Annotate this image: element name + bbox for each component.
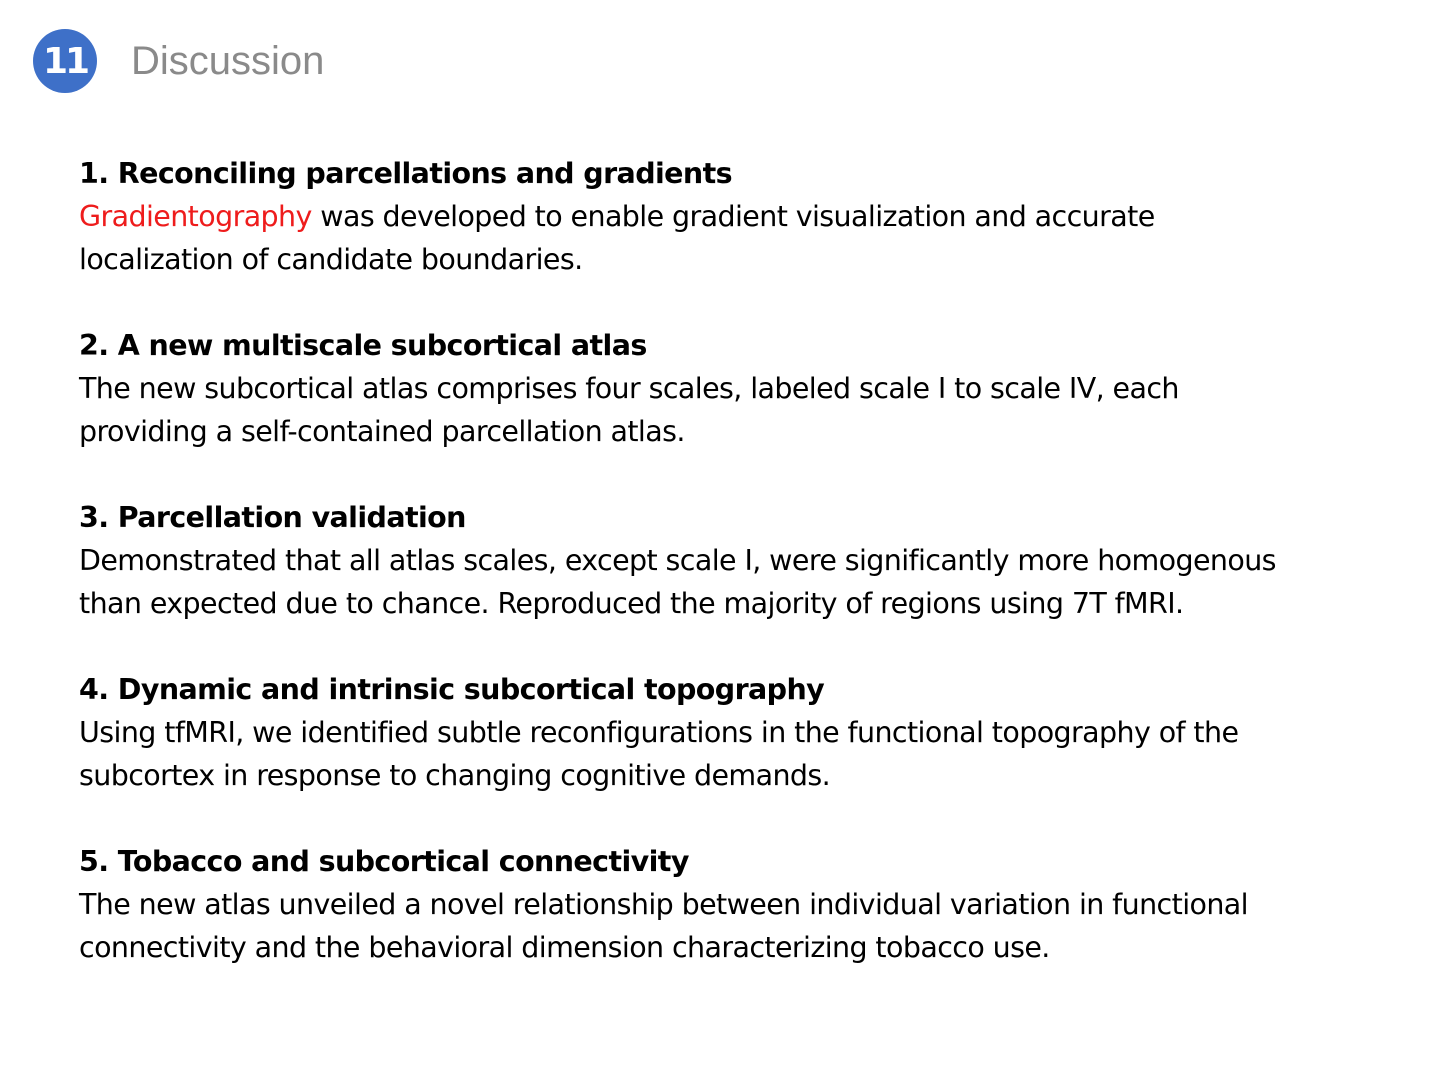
- section-tobacco-connectivity: [79, 840, 1399, 969]
- section-multiscale-atlas: [79, 324, 1399, 453]
- body-text: was developed to enable gradient visualization and accurate: [311, 200, 1155, 233]
- section-heading: 1. Reconciling parcellations and gradients: [79, 157, 732, 190]
- body-line: Demonstrated that all atlas scales, except scale I, were significantly more homogenous: [79, 544, 1276, 577]
- section-body: [79, 195, 1399, 281]
- body-line: Using tfMRI, we identified subtle reconfigurations in the functional topography of the: [79, 716, 1239, 749]
- body-line: providing a self-contained parcellation atlas.: [79, 415, 685, 448]
- slide-title: Discussion: [131, 39, 325, 83]
- section-heading: 5. Tobacco and subcortical connectivity: [79, 845, 689, 878]
- slide-header: [33, 29, 324, 93]
- body-line: [79, 195, 1399, 238]
- section-parcellation-validation: [79, 496, 1399, 625]
- section-body: [79, 539, 1399, 625]
- body-line: subcortex in response to changing cognitive demands.: [79, 759, 831, 792]
- body-line: than expected due to chance. Reproduced the majority of regions using 7T fMRI.: [79, 587, 1184, 620]
- section-heading: 2. A new multiscale subcortical atlas: [79, 329, 647, 362]
- section-body: [79, 711, 1399, 797]
- section-body: [79, 367, 1399, 453]
- section-reconciling-parcellations: [79, 152, 1399, 281]
- discussion-content: [79, 152, 1399, 1012]
- section-heading: 3. Parcellation validation: [79, 501, 466, 534]
- body-line: The new atlas unveiled a novel relationship between individual variation in functional: [79, 888, 1248, 921]
- highlighted-term: Gradientography: [79, 200, 312, 233]
- body-line: connectivity and the behavioral dimension characterizing tobacco use.: [79, 931, 1050, 964]
- body-line: localization of candidate boundaries.: [79, 243, 583, 276]
- body-line: The new subcortical atlas comprises four scales, labeled scale I to scale IV, each: [79, 372, 1179, 405]
- section-dynamic-topography: [79, 668, 1399, 797]
- section-heading: 4. Dynamic and intrinsic subcortical topography: [79, 673, 825, 706]
- slide-number-badge: 11: [33, 29, 97, 93]
- section-body: [79, 883, 1399, 969]
